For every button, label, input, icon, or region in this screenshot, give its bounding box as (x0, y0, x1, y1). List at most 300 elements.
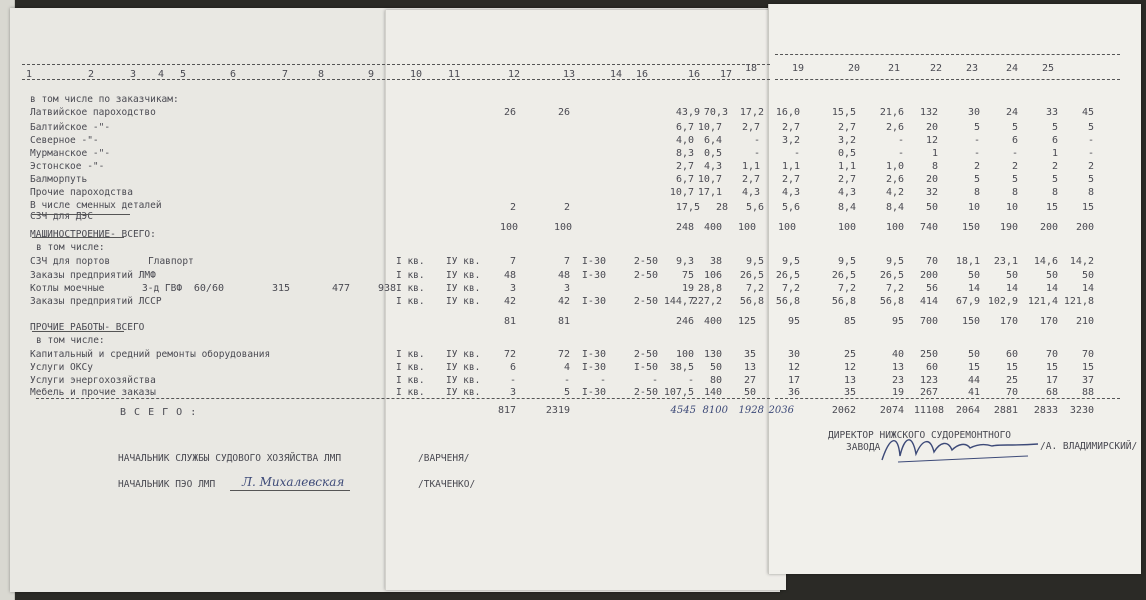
column-number: 23 (966, 63, 979, 74)
table-cell: 50 (967, 349, 980, 360)
column-number: 16 (636, 69, 649, 80)
table-cell: 3 (509, 387, 516, 398)
table-cell: 19 (891, 387, 904, 398)
table-cell: 700 (919, 316, 938, 327)
row-label: СЗЧ для портов (30, 256, 111, 267)
table-cell: IУ кв. (446, 283, 481, 294)
table-cell: I кв. (396, 349, 425, 360)
table-cell: 26,5 (879, 270, 904, 281)
table-cell: 88 (1081, 387, 1094, 398)
table-cell: 8,3 (675, 148, 694, 159)
table-cell: 20 (925, 174, 938, 185)
column-number: 2 (88, 69, 95, 80)
column-number: 11 (448, 69, 461, 80)
table-cell: 7 (509, 256, 516, 267)
table-cell: - (753, 135, 760, 146)
table-cell: I кв. (396, 283, 425, 294)
table-cell: 200 (1039, 222, 1058, 233)
table-cell: 95 (787, 316, 800, 327)
table-cell: 18,1 (955, 256, 980, 267)
table-cell: 56,8 (831, 296, 856, 307)
table-cell: 26,5 (775, 270, 800, 281)
total-value: 2881 (993, 405, 1018, 416)
table-cell: 21,6 (879, 107, 904, 118)
table-cell: IУ кв. (446, 270, 481, 281)
table-cell: 68 (1045, 387, 1058, 398)
total-value: 2064 (955, 405, 980, 416)
table-cell: 740 (919, 222, 938, 233)
table-cell: 150 (961, 316, 980, 327)
table-cell: I-30 (581, 349, 606, 360)
table-cell: 200 (1075, 222, 1094, 233)
table-cell: 7,2 (781, 283, 800, 294)
table-cell: 50 (925, 202, 938, 213)
table-cell: 13 (891, 362, 904, 373)
row-label: Заказы предприятий ЛМФ (30, 270, 156, 281)
table-cell: - (897, 135, 904, 146)
table-cell: 72 (557, 349, 570, 360)
table-cell: 2,7 (837, 174, 856, 185)
total-value: 8100 (702, 405, 728, 416)
table-cell: 414 (919, 296, 938, 307)
table-cell: 100 (553, 222, 572, 233)
total-value: 2062 (831, 405, 856, 416)
table-cell: 42 (557, 296, 570, 307)
table-cell: IУ кв. (446, 362, 481, 373)
total-label: В С Е Г О : (120, 407, 198, 418)
table-cell: 70,3 (703, 107, 728, 118)
table-cell: - (687, 375, 694, 386)
table-cell: 36 (787, 387, 800, 398)
table-cell: 6 (509, 362, 516, 373)
table-cell: 14 (967, 283, 980, 294)
table-cell: 144,7 (663, 296, 694, 307)
table-cell: 17 (787, 375, 800, 386)
table-cell: I-30 (581, 270, 606, 281)
table-cell: 100 (777, 222, 796, 233)
row-label: в том числе: (36, 335, 105, 346)
table-cell: 102,9 (987, 296, 1018, 307)
table-cell: 400 (703, 222, 722, 233)
column-number: 1 (26, 69, 33, 80)
table-cell: 210 (1075, 316, 1094, 327)
table-cell: 5 (1051, 174, 1058, 185)
table-cell: 6 (1011, 135, 1018, 146)
table-cell: 2,6 (885, 174, 904, 185)
table-cell: 2-50 (633, 256, 658, 267)
table-cell: 26 (557, 107, 570, 118)
table-cell: 9,5 (885, 256, 904, 267)
table-cell: 26,5 (739, 270, 764, 281)
table-cell: 4,3 (741, 187, 760, 198)
table-cell: 15 (1081, 202, 1094, 213)
underline-szch (32, 214, 130, 215)
table-cell: 13 (843, 375, 856, 386)
column-number: 24 (1006, 63, 1019, 74)
table-cell: 17,1 (697, 187, 722, 198)
table-cell: 60 (1005, 349, 1018, 360)
table-cell: 5 (1087, 174, 1094, 185)
table-cell: I-30 (581, 387, 606, 398)
table-cell: 10,7 (697, 174, 722, 185)
column-number: 18 (745, 63, 758, 74)
table-cell: 100 (885, 222, 904, 233)
table-cell: 2-50 (633, 387, 658, 398)
table-cell: 50 (1005, 270, 1018, 281)
table-cell: Главпорт (148, 256, 194, 267)
table-cell: 200 (919, 270, 938, 281)
table-cell: 14,2 (1069, 256, 1094, 267)
table-cell: 56,8 (775, 296, 800, 307)
row-label: Услуги энергохозяйства (30, 375, 156, 386)
director-title-line2: ЗАВОДА (846, 442, 881, 453)
table-cell: 2-50 (633, 270, 658, 281)
total-value: 2833 (1033, 405, 1058, 416)
table-cell: 121,4 (1027, 296, 1058, 307)
row-label: Услуги ОКСу (30, 362, 93, 373)
table-cell: 9,5 (745, 256, 764, 267)
table-cell: 246 (675, 316, 694, 327)
table-cell: 30 (787, 349, 800, 360)
table-cell: 14 (1045, 283, 1058, 294)
table-cell: 28,8 (697, 283, 722, 294)
row-label: Северное -"- (30, 135, 99, 146)
table-cell: 140 (703, 387, 722, 398)
table-cell: 267 (919, 387, 938, 398)
table-cell: 130 (703, 349, 722, 360)
table-cell: 1,1 (837, 161, 856, 172)
table-cell: 15,5 (831, 107, 856, 118)
table-cell: 14 (1081, 283, 1094, 294)
table-cell: 48 (503, 270, 516, 281)
table-cell: 8,4 (885, 202, 904, 213)
table-cell: 5 (1051, 122, 1058, 133)
table-cell: 8 (1087, 187, 1094, 198)
table-cell: 2-50 (633, 296, 658, 307)
table-cell: 4,2 (885, 187, 904, 198)
row-label: СЗЧ для ДЭС (30, 211, 93, 222)
table-cell: 44 (967, 375, 980, 386)
table-cell: 5 (973, 122, 980, 133)
table-cell: IУ кв. (446, 256, 481, 267)
table-cell: 17,5 (675, 202, 700, 213)
table-cell: 1,1 (781, 161, 800, 172)
table-cell: 42 (503, 296, 516, 307)
table-cell: 9,3 (675, 256, 694, 267)
table-cell: 48 (557, 270, 570, 281)
header-rule-bottom-right (775, 79, 1120, 80)
total-value: 2074 (879, 405, 904, 416)
table-cell: 6,7 (675, 174, 694, 185)
row-label: МАШИНОСТРОЕНИЕ- ВСЕГО: (30, 229, 156, 240)
director-name: /А. ВЛАДИМИРСКИЙ/ (1040, 441, 1138, 452)
table-cell: 123 (919, 375, 938, 386)
table-cell: 60 (925, 362, 938, 373)
table-cell: 2 (509, 202, 516, 213)
table-cell: 5,6 (745, 202, 764, 213)
table-cell: 2 (1087, 161, 1094, 172)
director-signature-scribble (878, 426, 1048, 466)
table-cell: 5 (1011, 174, 1018, 185)
table-cell: 10,7 (669, 187, 694, 198)
table-cell: 1,0 (885, 161, 904, 172)
column-number: 10 (410, 69, 423, 80)
row-label: Мебель и прочие заказы (30, 387, 156, 398)
table-cell: IУ кв. (446, 387, 481, 398)
table-cell: 9,5 (781, 256, 800, 267)
table-cell: 125 (737, 316, 756, 327)
signature-head-ship-name: /ВАРЧЕНЯ/ (418, 453, 470, 464)
signature-head-peo-handwritten: Л. Михалевская (242, 475, 345, 489)
table-cell: 15 (1081, 362, 1094, 373)
table-cell: 10 (1005, 202, 1018, 213)
table-cell: 2 (973, 161, 980, 172)
table-cell: IУ кв. (446, 375, 481, 386)
column-number: 25 (1042, 63, 1055, 74)
row-label: Латвийское пароходство (30, 107, 156, 118)
total-value: 2319 (545, 405, 570, 416)
table-cell: 15 (1045, 362, 1058, 373)
table-cell: 100 (675, 349, 694, 360)
signature-head-ship: НАЧАЛЬНИК СЛУЖБЫ СУДОВОГО ХОЗЯЙСТВА ЛМП (118, 453, 342, 464)
row-label: Балтийское -"- (30, 122, 111, 133)
table-cell: 2,7 (741, 174, 760, 185)
table-cell: 23,1 (993, 256, 1018, 267)
table-cell: 6,4 (703, 135, 722, 146)
table-cell: 7,2 (745, 283, 764, 294)
table-cell: 12 (787, 362, 800, 373)
table-cell: 3 (563, 283, 570, 294)
table-cell: 3,2 (781, 135, 800, 146)
table-cell: 2,7 (781, 174, 800, 185)
table-cell: 8 (931, 161, 938, 172)
table-cell: I-50 (633, 362, 658, 373)
table-cell: 5 (973, 174, 980, 185)
table-cell: 70 (1045, 349, 1058, 360)
table-cell: 45 (1081, 107, 1094, 118)
total-value: 817 (497, 405, 516, 416)
underline-mash (32, 237, 124, 238)
table-cell: 7,2 (837, 283, 856, 294)
row-label: Мурманское -"- (30, 148, 111, 159)
table-cell: 56,8 (739, 296, 764, 307)
column-number: 17 (720, 69, 733, 80)
column-number: 7 (282, 69, 289, 80)
table-cell: - (1011, 148, 1018, 159)
table-cell: 7 (563, 256, 570, 267)
table-cell: 5 (563, 387, 570, 398)
table-cell: 75 (681, 270, 694, 281)
row-label: В числе сменных деталей (30, 200, 162, 211)
table-cell: 43,9 (675, 107, 700, 118)
table-cell: 106 (703, 270, 722, 281)
table-cell: 72 (503, 349, 516, 360)
signature-head-peo-name: /ТКАЧЕНКО/ (418, 479, 476, 490)
table-cell: 10 (967, 202, 980, 213)
table-cell: I кв. (396, 296, 425, 307)
table-cell: 2-50 (633, 349, 658, 360)
table-cell: 2,7 (741, 122, 760, 133)
table-cell: 8 (973, 187, 980, 198)
total-value: 4545 (670, 405, 696, 416)
table-cell: 315 (271, 283, 290, 294)
row-label: Заказы предприятий ЛССР (30, 296, 162, 307)
table-cell: - (599, 375, 606, 386)
column-number: 12 (508, 69, 521, 80)
total-rule-left (36, 398, 770, 399)
table-cell: I-30 (581, 296, 606, 307)
table-cell: 14,6 (1033, 256, 1058, 267)
table-cell: 170 (999, 316, 1018, 327)
row-label: Балморпуть (30, 174, 88, 185)
column-number: 20 (848, 63, 861, 74)
table-cell: 81 (503, 316, 516, 327)
table-cell: 12 (843, 362, 856, 373)
table-cell: 8 (1051, 187, 1058, 198)
table-cell: 400 (703, 316, 722, 327)
row-label: Котлы моечные (30, 283, 105, 294)
table-cell: 10,7 (697, 122, 722, 133)
table-cell: 50 (743, 387, 756, 398)
row-label: Капитальный и средний ремонты оборудования (30, 349, 271, 360)
table-cell: 23 (891, 375, 904, 386)
table-cell: 67,9 (955, 296, 980, 307)
table-cell: 8,4 (837, 202, 856, 213)
total-value: 1928 (738, 405, 764, 416)
table-cell: 9,5 (837, 256, 856, 267)
table-cell: 100 (499, 222, 518, 233)
table-cell: 1 (1051, 148, 1058, 159)
row-label: в том числе: (36, 242, 105, 253)
table-cell: I кв. (396, 256, 425, 267)
table-cell: 85 (843, 316, 856, 327)
table-cell: 107,5 (663, 387, 694, 398)
header-rule-top-right (775, 54, 1120, 55)
table-cell: 5 (1011, 122, 1018, 133)
table-cell: 121,8 (1063, 296, 1094, 307)
table-cell: 2 (1011, 161, 1018, 172)
table-cell: - (651, 375, 658, 386)
table-cell: 81 (557, 316, 570, 327)
table-cell: 938 (377, 283, 396, 294)
table-cell: 15 (1005, 362, 1018, 373)
column-number: 14 (610, 69, 623, 80)
table-cell: 50 (1045, 270, 1058, 281)
table-cell: 24 (1005, 107, 1018, 118)
table-cell: 6,7 (675, 122, 694, 133)
table-cell: 0,5 (837, 148, 856, 159)
table-cell: 13 (743, 362, 756, 373)
table-cell: 7,2 (885, 283, 904, 294)
table-cell: 32 (925, 187, 938, 198)
table-cell: 3,2 (837, 135, 856, 146)
table-cell: 227,2 (691, 296, 722, 307)
table-cell: - (897, 148, 904, 159)
table-cell: - (563, 375, 570, 386)
table-cell: 19 (681, 283, 694, 294)
director-title-line1: ДИРЕКТОР НИЖСКОГО СУДОРЕМОНТНОГО (828, 430, 1012, 441)
table-cell: 8 (1011, 187, 1018, 198)
table-cell: 25 (843, 349, 856, 360)
table-cell: 14 (1005, 283, 1018, 294)
column-number: 3 (130, 69, 137, 80)
table-cell: 60/60 (193, 283, 224, 294)
table-cell: 38 (709, 256, 722, 267)
table-cell: 50 (709, 362, 722, 373)
table-cell: 26 (503, 107, 516, 118)
table-cell: I-30 (581, 362, 606, 373)
table-cell: 33 (1045, 107, 1058, 118)
table-cell: 2 (563, 202, 570, 213)
table-cell: 2 (1051, 161, 1058, 172)
column-number: 8 (318, 69, 325, 80)
column-number: 16 (688, 69, 701, 80)
table-cell: 35 (843, 387, 856, 398)
table-cell: - (793, 148, 800, 159)
table-cell: 70 (1005, 387, 1018, 398)
table-cell: 190 (999, 222, 1018, 233)
table-cell: I кв. (396, 270, 425, 281)
table-cell: 1 (931, 148, 938, 159)
table-cell: 12 (925, 135, 938, 146)
table-cell: 50 (1081, 270, 1094, 281)
table-cell: 3 (509, 283, 516, 294)
table-cell: 5 (1087, 122, 1094, 133)
table-cell: 150 (961, 222, 980, 233)
table-cell: 17,2 (739, 107, 764, 118)
table-cell: 100 (837, 222, 856, 233)
table-cell: - (753, 148, 760, 159)
table-cell: I кв. (396, 387, 425, 398)
table-cell: 250 (919, 349, 938, 360)
table-cell: 70 (925, 256, 938, 267)
row-label: Прочие пароходства (30, 187, 133, 198)
row-label: в том числе по заказчикам: (30, 94, 179, 105)
table-cell: I-30 (581, 256, 606, 267)
table-cell: 95 (891, 316, 904, 327)
table-cell: 3-д ГВФ (142, 283, 183, 294)
table-cell: 35 (743, 349, 756, 360)
table-cell: 30 (967, 107, 980, 118)
table-cell: - (509, 375, 516, 386)
table-cell: 4,0 (675, 135, 694, 146)
table-cell: - (973, 148, 980, 159)
table-cell: 16,0 (775, 107, 800, 118)
table-cell: 4,3 (781, 187, 800, 198)
total-value: 11108 (913, 405, 944, 416)
table-cell: I кв. (396, 362, 425, 373)
table-cell: 477 (331, 283, 350, 294)
table-cell: 26,5 (831, 270, 856, 281)
row-label: ПРОЧИЕ РАБОТЫ- ВСЕГО (30, 322, 145, 333)
table-cell: 100 (737, 222, 756, 233)
table-cell: 2,7 (837, 122, 856, 133)
table-cell: 70 (1081, 349, 1094, 360)
table-cell: - (1087, 148, 1094, 159)
table-cell: IУ кв. (446, 296, 481, 307)
table-cell: 37 (1081, 375, 1094, 386)
table-cell: 170 (1039, 316, 1058, 327)
table-cell: 15 (967, 362, 980, 373)
table-cell: 132 (919, 107, 938, 118)
table-cell: 27 (743, 375, 756, 386)
table-cell: 1,1 (741, 161, 760, 172)
table-cell: 5,6 (781, 202, 800, 213)
table-cell: I кв. (396, 375, 425, 386)
column-number: 6 (230, 69, 237, 80)
column-number: 4 (158, 69, 165, 80)
header-rule-top (22, 64, 770, 65)
